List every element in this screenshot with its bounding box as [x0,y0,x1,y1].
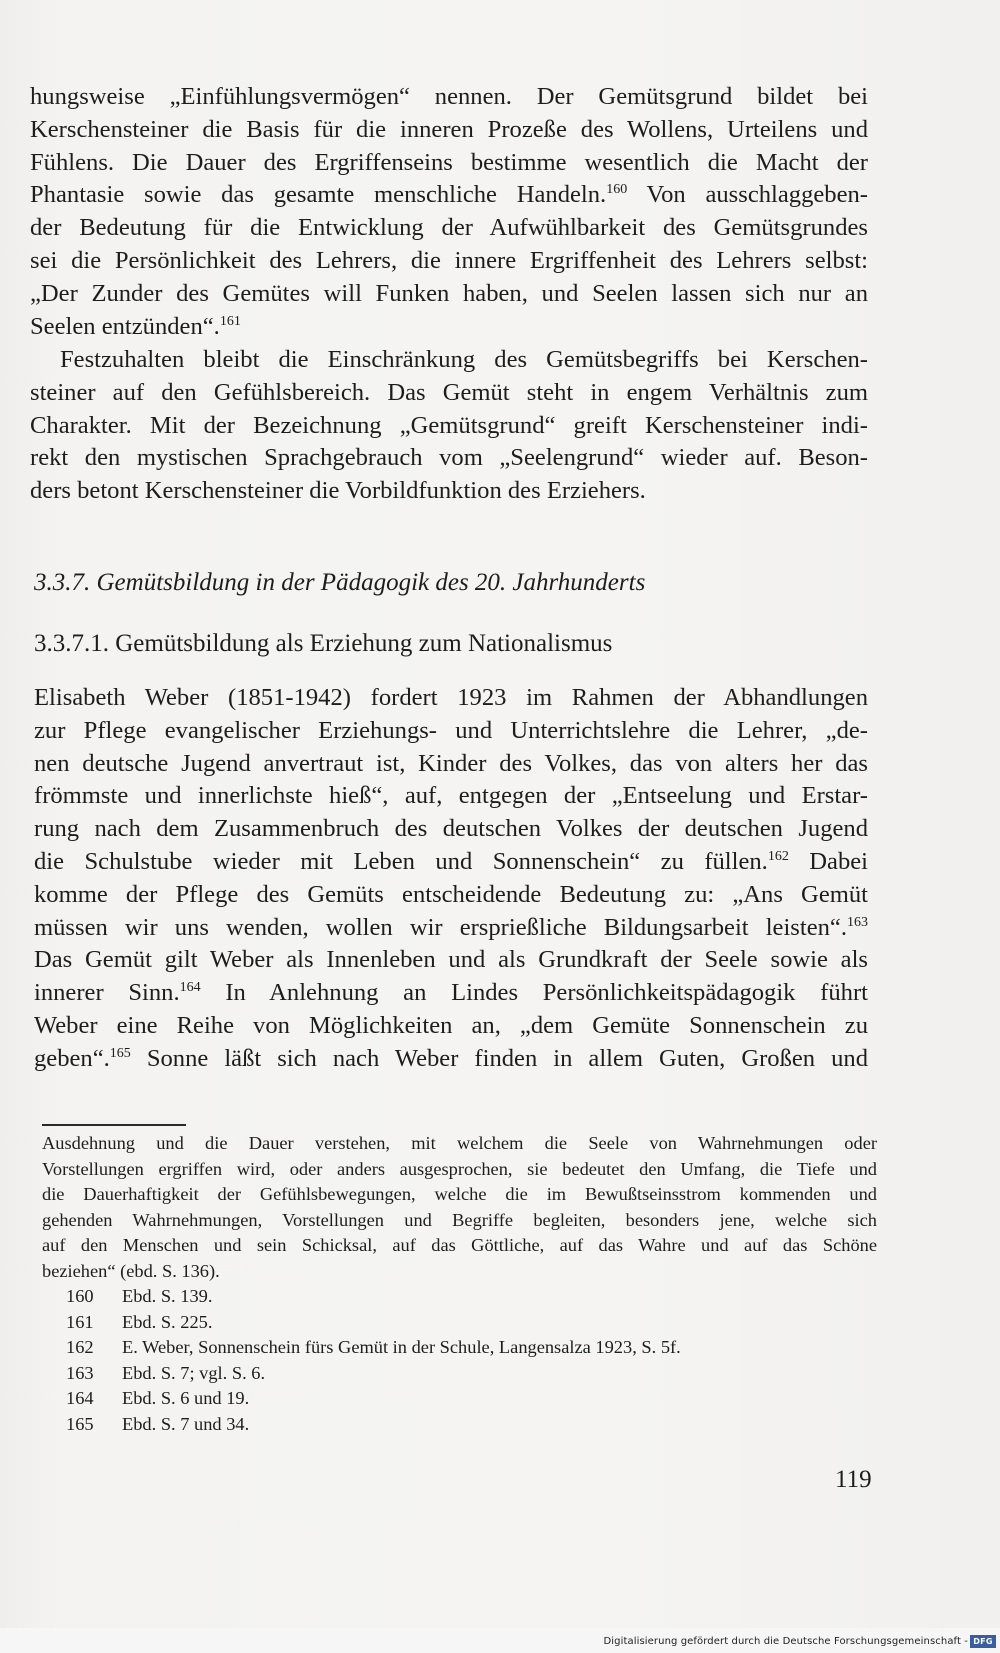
text-line: Festzuhalten bleibt die Einschränkung des Gemütsbegriffs bei Kerschen- [60,346,868,373]
text-segment: Sonne läßt sich nach Weber finden in allem Guten, Großen und [130,1044,868,1072]
footnote-number: 160 [66,1286,94,1306]
footnote-number: 162 [66,1337,94,1357]
text-segment: Seelen entzünden“. [30,312,220,340]
footnote-text: Ebd. S. 6 und 19. [122,1388,250,1408]
text-line: rekt den mystischen Sprachgebrauch vom „Seelengrund“ wieder auf. Beson- [30,444,868,472]
text-segment: In Anlehnung an Lindes Persönlichkeitspädagogik führt [200,979,868,1007]
text-line [34,846,868,879]
footnote-line: die Dauerhaftigkeit der Gefühlsbewegungen, welche die im Bewußtseinsstrom kommenden und [42,1184,877,1204]
footnote-number: 161 [66,1311,94,1332]
text-line: steiner auf den Gefühlsbereich. Das Gemüt steht in engem Verhältnis zum [30,378,868,406]
text-segment: die Schulstube wieder mit Leben und Sonnenschein“ zu füllen. [34,847,768,875]
text-line: sei die Persönlichkeit des Lehrers, die innere Ergriffenheit des Lehrers selbst: [30,246,868,274]
footnote-number: 164 [66,1388,94,1408]
text-line: komme der Pflege des Gemüts entscheidende Bedeutung zu: „Ans Gemüt [34,880,868,908]
paragraph-elisabeth-weber [34,682,868,1076]
text-line: „Der Zunder des Gemütes will Funken haben, und Seelen lassen sich nur an [30,279,868,307]
section-heading: 3.3.7. Gemütsbildung in der Pädagogik des 20. Jahrhunderts [34,569,646,596]
text-segment: geben“. [34,1044,110,1072]
text-line: der Bedeutung für die Entwicklung der Aufwühlbarkeit des Gemütsgrundes [30,214,868,242]
footnote-line: Ausdehnung und die Dauer verstehen, mit welchem die Seele von Wahrnehmungen oder [42,1133,877,1153]
footnote-continuation [42,1131,877,1284]
footnote-ref-162[interactable]: 162 [767,848,789,864]
text-line: Fühlens. Die Dauer des Ergriffenseins bestimme wesentlich die Macht der [30,148,868,176]
footnote-163 [66,1361,681,1387]
text-line: Weber eine Reihe von Möglichkeiten an, „dem Gemüte Sonnenschein zu [34,1011,868,1039]
footnote-ref-163[interactable]: 163 [847,914,868,930]
text-line: Kerschensteiner die Basis für die inneren Prozeße des Wollens, Urteilens und [30,115,868,143]
footnote-text: E. Weber, Sonnenschein fürs Gemüt in der Schule, Langensalza 1923, S. 5f. [122,1337,681,1357]
paragraph-kerschensteiner-gemuetsgrund [30,81,868,343]
footnote-line: auf den Menschen und sein Schicksal, auf das Göttliche, auf das Wahre und auf das Schöne [42,1235,877,1255]
footnote-number: 165 [66,1413,94,1434]
text-line: rung nach dem Zusammenbruch des deutschen Volkes der deutschen Jugend [34,815,868,843]
text-line [30,179,868,212]
digitization-credit-text: Digitalisierung gefördert durch die Deutsche Forschungsgemeinschaft - [603,1636,968,1647]
footnote-164 [66,1386,681,1412]
footnote-ref-164[interactable]: 164 [179,980,201,996]
footnote-161 [66,1310,681,1336]
text-segment: innerer Sinn. [34,979,180,1007]
footnote-line: Vorstellungen ergriffen wird, oder anders ausgesprochen, sie bedeutet den Umfang, die Tiefe und [42,1158,877,1179]
footnote-list [66,1284,681,1437]
footnote-text: Ebd. S. 7; vgl. S. 6. [122,1362,266,1383]
text-line: zur Pflege evangelischer Erziehungs- und Unterrichtslehre die Lehrer, „de- [34,716,868,744]
text-line [34,1043,868,1076]
footnote-text: Ebd. S. 139. [122,1286,213,1306]
footnote-number: 163 [66,1362,94,1383]
text-line: nen deutsche Jugend anvertraut ist, Kinder des Volkes, das von alters her das [34,749,868,777]
dfg-logo-icon: DFG [970,1635,996,1648]
page-number: 119 [835,1466,872,1493]
text-line: ders betont Kerschensteiner die Vorbildfunktion des Erziehers. [30,477,646,505]
subsection-heading: 3.3.7.1. Gemütsbildung als Erziehung zum Nationalismus [34,630,613,657]
footnote-160 [66,1284,681,1310]
footnote-ref-160[interactable]: 160 [606,182,628,198]
footnote-text: Ebd. S. 7 und 34. [122,1413,250,1434]
text-line [34,977,868,1010]
text-line: Das Gemüt gilt Weber als Innenleben und als Grundkraft der Seele sowie als [34,946,868,974]
text-segment: müssen wir uns wenden, wollen wir ersprießliche Bildungsarbeit leisten“. [34,913,847,941]
paragraph-gemuetsbegriff-summary [30,344,868,508]
text-segment: Dabei [788,847,869,875]
footnote-line: beziehen“ (ebd. S. 136). [42,1260,220,1281]
text-segment: Von ausschlaggeben- [627,181,868,209]
footnote-162 [66,1335,681,1361]
footnote-ref-165[interactable]: 165 [109,1045,131,1061]
text-line [30,311,868,344]
text-segment: Phantasie sowie das gesamte menschliche Handeln. [30,181,607,209]
footnote-165 [66,1412,681,1438]
footnote-line: gehenden Wahrnehmungen, Vorstellungen und Begriffe begleiten, besonders jene, welche sich [42,1209,877,1230]
footnote-ref-161[interactable]: 161 [219,313,241,329]
text-line [34,912,868,945]
text-line: Elisabeth Weber (1851-1942) fordert 1923 im Rahmen der Abhandlungen [34,684,868,711]
text-line: frömmste und innerlichste hieß“, auf, entgegen der „Entseelung und Erstar- [34,782,868,810]
text-line: Charakter. Mit der Bezeichnung „Gemütsgrund“ greift Kerschensteiner indi- [30,411,868,439]
footnote-text: Ebd. S. 225. [122,1311,213,1332]
footnote-separator [42,1124,186,1126]
text-line: hungsweise „Einfühlungsvermögen“ nennen. Der Gemütsgrund bildet bei [30,83,868,110]
